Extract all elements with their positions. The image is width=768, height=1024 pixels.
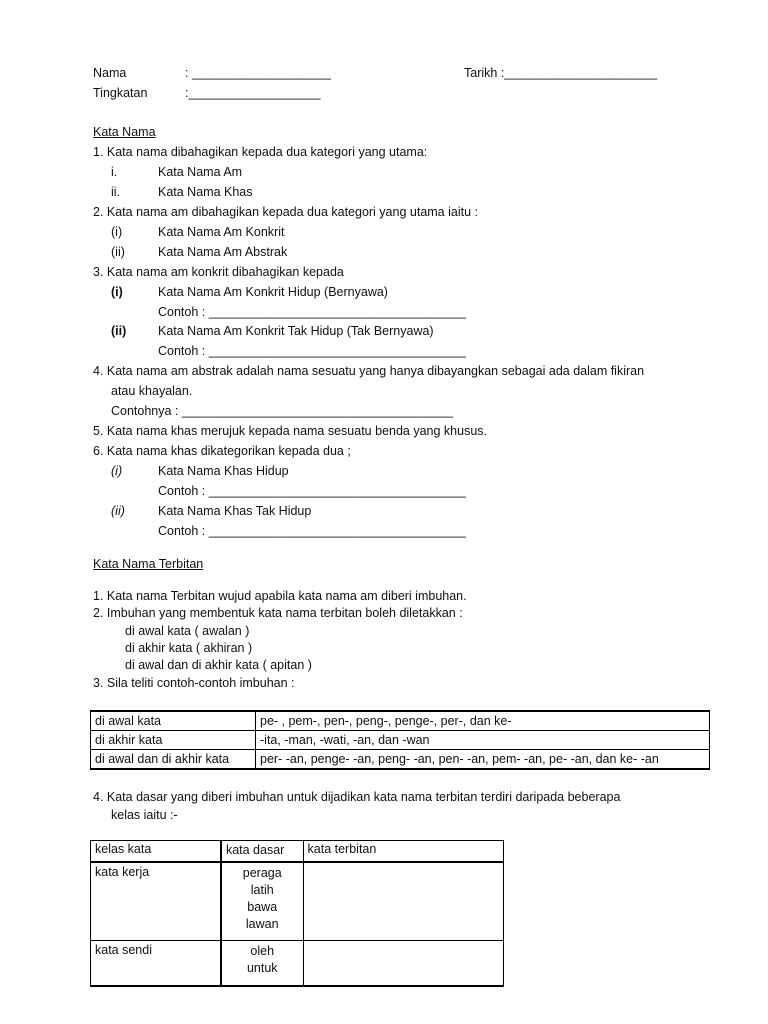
- tingkatan-field[interactable]: :___________________: [185, 86, 321, 100]
- terbitan-point-4-cont: kelas iaitu :-: [111, 808, 178, 822]
- table-row: [91, 862, 504, 940]
- terbitan-point-2: 2. Imbuhan yang membentuk kata nama terbitan boleh diletakkan :: [93, 606, 463, 620]
- paren-ii: (ii): [111, 245, 125, 259]
- kata-terbitan-cell[interactable]: [303, 862, 503, 940]
- table-cell: di awal dan di akhir kata: [91, 750, 256, 770]
- terbitan-point-3: 3. Sila teliti contoh-contoh imbuhan :: [93, 676, 295, 690]
- kata-dasar-item: latih: [250, 883, 274, 897]
- point-1: 1. Kata nama dibahagikan kepada dua kategori yang utama:: [93, 145, 428, 159]
- paren-i-italic: (i): [111, 464, 123, 478]
- contohnya-blank[interactable]: Contohnya : _______________________________________: [111, 404, 454, 418]
- terbitan-point-4: 4. Kata dasar yang diberi imbuhan untuk dijadikan kata nama terbitan terdiri daripada beberapa: [93, 790, 621, 804]
- kata-dasar-item: bawa: [247, 900, 278, 914]
- tarikh-field[interactable]: Tarikh :______________________: [464, 66, 658, 80]
- point-3: 3. Kata nama am konkrit dibahagikan kepada: [93, 265, 344, 279]
- point-4-cont: atau khayalan.: [111, 384, 193, 398]
- point-6: 6. Kata nama khas dikategorikan kepada dua ;: [93, 444, 351, 458]
- am-konkrit: Kata Nama Am Konkrit: [158, 225, 285, 239]
- contoh-blank-4[interactable]: Contoh : _____________________________________: [158, 524, 466, 538]
- table-cell: di awal kata: [91, 711, 256, 731]
- konkrit-hidup: Kata Nama Am Konkrit Hidup (Bernyawa): [158, 285, 388, 299]
- paren-i-bold: (i): [111, 285, 123, 299]
- table-cell: [221, 940, 303, 986]
- nama-label: Nama: [93, 66, 127, 80]
- apitan-line: di awal dan di akhir kata ( apitan ): [125, 658, 312, 672]
- column-header: kata terbitan: [303, 841, 503, 863]
- table-cell: di akhir kata: [91, 731, 256, 750]
- tingkatan-label: Tingkatan: [93, 86, 148, 100]
- point-5: 5. Kata nama khas merujuk kepada nama sesuatu benda yang khusus.: [93, 424, 488, 438]
- section-title-terbitan: Kata Nama Terbitan: [93, 557, 204, 571]
- table-cell: kata sendi: [91, 940, 221, 986]
- table-cell: [221, 862, 303, 940]
- table-row: [91, 750, 710, 770]
- kata-dasar-item: oleh: [250, 943, 275, 958]
- roman-ii: ii.: [111, 185, 121, 199]
- section-title-kata-nama: Kata Nama: [93, 125, 156, 139]
- konkrit-tak-hidup: Kata Nama Am Konkrit Tak Hidup (Tak Bernyawa): [158, 324, 434, 338]
- point-4: 4. Kata nama am abstrak adalah nama sesuatu yang hanya dibayangkan sebagai ada dalam fikiran: [93, 364, 645, 378]
- kata-terbitan-cell[interactable]: [303, 940, 503, 986]
- table-row: [91, 731, 710, 750]
- point-2: 2. Kata nama am dibahagikan kepada dua kategori yang utama iaitu :: [93, 205, 478, 219]
- kata-nama-am: Kata Nama Am: [158, 165, 243, 179]
- awalan-line: di awal kata ( awalan ): [125, 624, 250, 638]
- khas-tak-hidup: Kata Nama Khas Tak Hidup: [158, 504, 312, 518]
- table-cell: pe- , pem-, pen-, peng-, penge-, per-, dan ke-: [256, 711, 710, 731]
- paren-ii-bold: (ii): [111, 324, 127, 338]
- terbitan-point-1: 1. Kata nama Terbitan wujud apabila kata nama am diberi imbuhan.: [93, 589, 467, 603]
- khas-hidup: Kata Nama Khas Hidup: [158, 464, 289, 478]
- table-row: [91, 711, 710, 731]
- nama-field[interactable]: : ____________________: [185, 66, 331, 80]
- imbuhan-table: [90, 710, 710, 770]
- contoh-blank-3[interactable]: Contoh : _____________________________________: [158, 484, 466, 498]
- paren-ii-italic: (ii): [111, 504, 125, 518]
- column-header: kelas kata: [91, 841, 221, 863]
- kata-dasar-item: lawan: [245, 917, 279, 931]
- table-cell: per- -an, penge- -an, peng- -an, pen- -an, pem- -an, pe- -an, dan ke- -an: [256, 750, 710, 770]
- roman-i: i.: [111, 165, 118, 179]
- table-cell: -ita, -man, -wati, -an, dan -wan: [256, 731, 710, 750]
- table-header-row: [91, 841, 504, 863]
- contoh-blank-1[interactable]: Contoh : _____________________________________: [158, 305, 466, 319]
- paren-i: (i): [111, 225, 123, 239]
- table-row: [91, 940, 504, 986]
- column-header: kata dasar: [221, 841, 303, 863]
- table-cell: kata kerja: [91, 862, 221, 940]
- kata-dasar-item: untuk: [246, 960, 278, 975]
- kata-nama-khas: Kata Nama Khas: [158, 185, 253, 199]
- akhiran-line: di akhir kata ( akhiran ): [125, 641, 253, 655]
- am-abstrak: Kata Nama Am Abstrak: [158, 245, 288, 259]
- contoh-blank-2[interactable]: Contoh : _____________________________________: [158, 344, 466, 358]
- kelas-kata-table: [90, 840, 504, 987]
- kata-dasar-item: peraga: [242, 866, 282, 880]
